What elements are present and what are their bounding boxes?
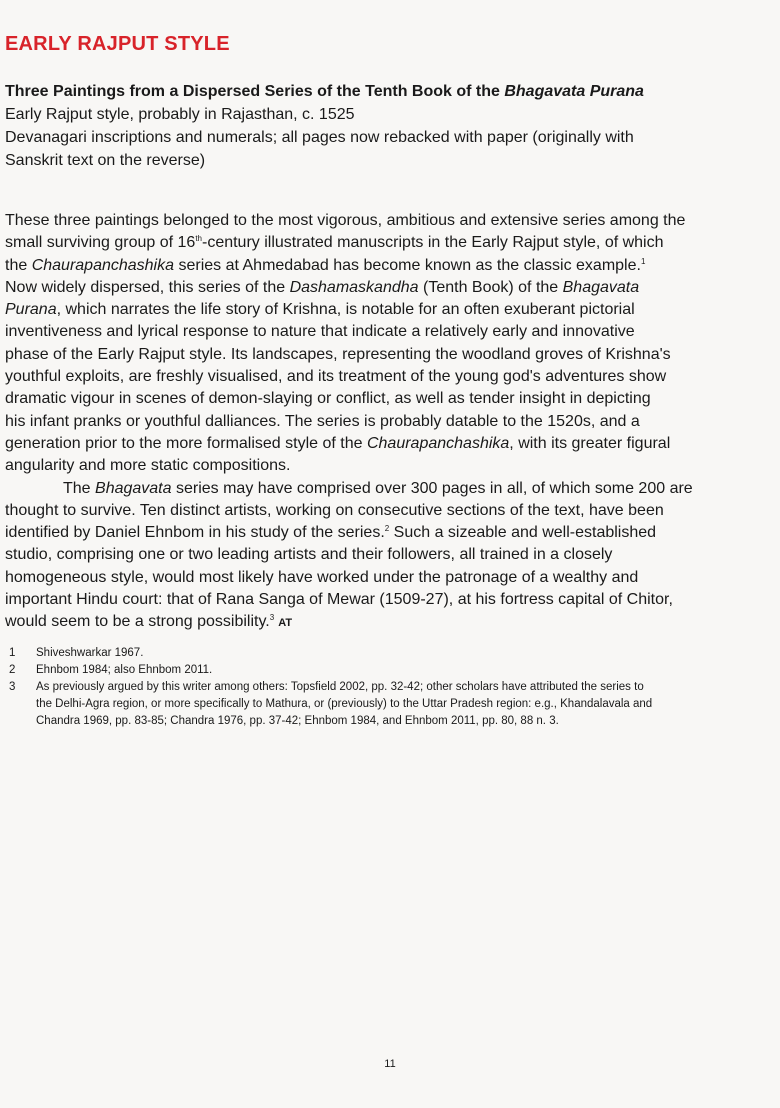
body-line: identified by Daniel Ehnbom in his study of the series.$^2$ Such a sizeable and well-established [5, 524, 657, 542]
body-line: phase of the Early Rajput style. Its landscapes, representing the woodland groves of Krishna's [5, 345, 671, 363]
inscription-line-cont: Sanskrit text on the reverse) [5, 152, 206, 169]
body-line: small surviving group of 16th-century illustrated manuscripts in the Early Rajput style, of which [5, 234, 664, 252]
footnote-text: Chandra 1969, pp. 83-85; Chandra 1976, pp. 37-42; Ehnbom 1984, and Ehnbom 2011, pp. 80, 88 n. 3. [36, 715, 559, 727]
footnote [9, 645, 775, 662]
body-line: inventiveness and lyrical response to nature that indicate a relatively early and innovative [5, 323, 635, 341]
footnote-text: Shiveshwarkar 1967. [36, 647, 144, 659]
footnote-ref-3: 3 [269, 613, 275, 623]
page-number: 11 [384, 1058, 396, 1070]
body-line: studio, comprising one or two leading artists and their followers, all trained in a closely [5, 546, 613, 564]
work-title-text: Three Paintings from a Dispersed Series of the Tenth Book of the [5, 83, 505, 100]
body-line: generation prior to the more formalised style of the Chaurapanchashika, with its greater figural [5, 434, 671, 452]
section-title: EARLY RAJPUT STYLE [5, 33, 230, 55]
work-title-italic: Bhagavata Purana [504, 83, 644, 100]
footnote [9, 679, 775, 730]
footnotes [9, 645, 775, 730]
body-line: the Chaurapanchashika series at Ahmedabad has become known as the classic example.$^1$ [5, 256, 646, 274]
body-line: youthful exploits, are freshly visualised, and its treatment of the young god's adventures show [5, 368, 667, 386]
body-text [5, 210, 777, 635]
author-initials: AT [278, 617, 293, 630]
footnote-number: 1 [9, 647, 16, 659]
footnote-number: 3 [9, 681, 16, 693]
body-line: angularity and more static compositions. [5, 457, 291, 475]
footnote-text: the Delhi-Agra region, or more specifically to Mathura, or (previously) to the Uttar Pradesh region: e.g., Khandalavala and [36, 698, 653, 710]
catalogue-entry-header [5, 80, 775, 172]
footnote [9, 662, 775, 679]
body-line: Now widely dispersed, this series of the Dashamaskandha (Tenth Book) of the Bhagavata [5, 278, 640, 296]
body-line: his infant pranks or youthful dalliances. The series is probably datable to the 1520s, and a [5, 412, 640, 430]
body-line: These three paintings belonged to the most vigorous, ambitious and extensive series among the [5, 212, 686, 229]
body-line: The Bhagavata series may have comprised over 300 pages in all, of which some 200 are [63, 479, 693, 497]
body-line: important Hindu court: that of Rana Sanga of Mewar (1509-27), at his fortress capital of Chitor, [5, 591, 673, 609]
footnote-ref-1: 1 [640, 256, 646, 266]
inscription-line: Devanagari inscriptions and numerals; all pages now rebacked with paper (originally with [5, 129, 634, 146]
body-line: Purana, which narrates the life story of Krishna, is notable for an often exuberant pictorial [5, 301, 635, 319]
body-line: thought to survive. Ten distinct artists, working on consecutive sections of the text, have been [5, 501, 664, 519]
superscript: th [195, 234, 202, 244]
footnote-ref-2: 2 [384, 524, 390, 534]
body-line: homogeneous style, would most likely have worked under the patronage of a wealthy and [5, 568, 639, 586]
attribution-line: Early Rajput style, probably in Rajasthan, c. 1525 [5, 106, 355, 123]
body-line: would seem to be a strong possibility.$^3$ AT [5, 613, 293, 631]
footnote-text: Ehnbom 1984; also Ehnbom 2011. [36, 664, 213, 676]
body-line: dramatic vigour in scenes of demon-slaying or conflict, as well as tender insight in depicting [5, 390, 651, 408]
work-title [5, 80, 775, 103]
footnote-text: As previously argued by this writer among others: Topsfield 2002, pp. 32-42; other scholars have attributed the series to [36, 681, 644, 693]
footnote-number: 2 [9, 664, 16, 676]
